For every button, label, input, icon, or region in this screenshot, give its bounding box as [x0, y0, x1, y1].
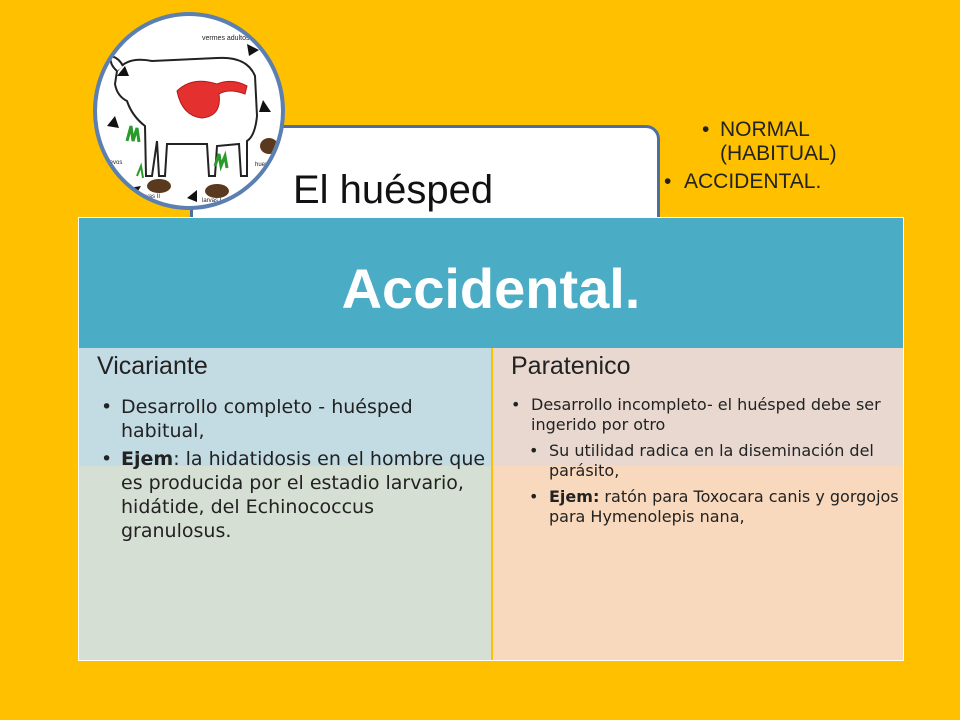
vicariante-example-label: Ejem	[121, 448, 174, 470]
cow-icon	[115, 58, 257, 176]
column-heading-vicariante: Vicariante	[97, 352, 208, 380]
host-type-normal: NORMAL (HABITUAL)	[720, 118, 837, 165]
bullet-icon: •	[511, 395, 521, 414]
lifecycle-drawing	[97, 16, 281, 206]
paratenico-example-text: ratón para Toxocara canis y gorgojos para Hymenolepis nana,	[549, 487, 899, 526]
dung-icon	[147, 179, 171, 193]
paratenico-bullet-2: Su utilidad radica en la diseminación del parásito,	[549, 441, 874, 480]
bullet-icon: •	[529, 487, 539, 506]
list-item	[529, 487, 901, 527]
bullet-icon: •	[101, 396, 113, 418]
grass-icon	[127, 126, 139, 142]
paratenico-bullet-1: Desarrollo incompleto- el huésped debe ser ingerido por otro	[531, 395, 881, 434]
list-item	[660, 118, 880, 166]
label-huevos: huevos	[255, 162, 275, 168]
vicariante-bullet-1: Desarrollo completo - huésped habitual,	[121, 396, 413, 442]
bullet-icon: •	[529, 441, 539, 460]
host-type-list	[660, 118, 880, 194]
vicariante-example-text: : la hidatidosis en el hombre que es producida por el estadio larvario, hidátide, del Echinococcus granulosus.	[121, 448, 486, 542]
bullet-icon: •	[101, 448, 113, 470]
table-header	[79, 218, 903, 348]
paratenico-example-label: Ejem:	[549, 487, 600, 506]
column-heading-paratenico: Paratenico	[511, 352, 631, 380]
host-type-accidental: ACCIDENTAL.	[684, 170, 822, 193]
comparison-table	[78, 217, 904, 661]
label-larvas-1: larvas I	[202, 198, 222, 204]
slide-title: El huésped	[293, 168, 494, 212]
label-larvas-2: larvas II	[139, 194, 161, 200]
table-header-text: Accidental.	[341, 257, 641, 320]
list-item	[101, 447, 487, 543]
list-item	[101, 395, 487, 443]
bullet-icon: •	[664, 170, 672, 193]
label-vermes: vermes adultos	[202, 35, 250, 42]
column-paratenico	[511, 352, 901, 527]
list-item	[529, 441, 901, 481]
bullet-icon: •	[702, 118, 710, 141]
column-vicariante	[97, 352, 487, 543]
label-huevos-left: huevos	[103, 160, 123, 166]
list-item	[660, 170, 880, 194]
lifecycle-illustration	[93, 12, 285, 210]
list-item	[511, 395, 901, 435]
